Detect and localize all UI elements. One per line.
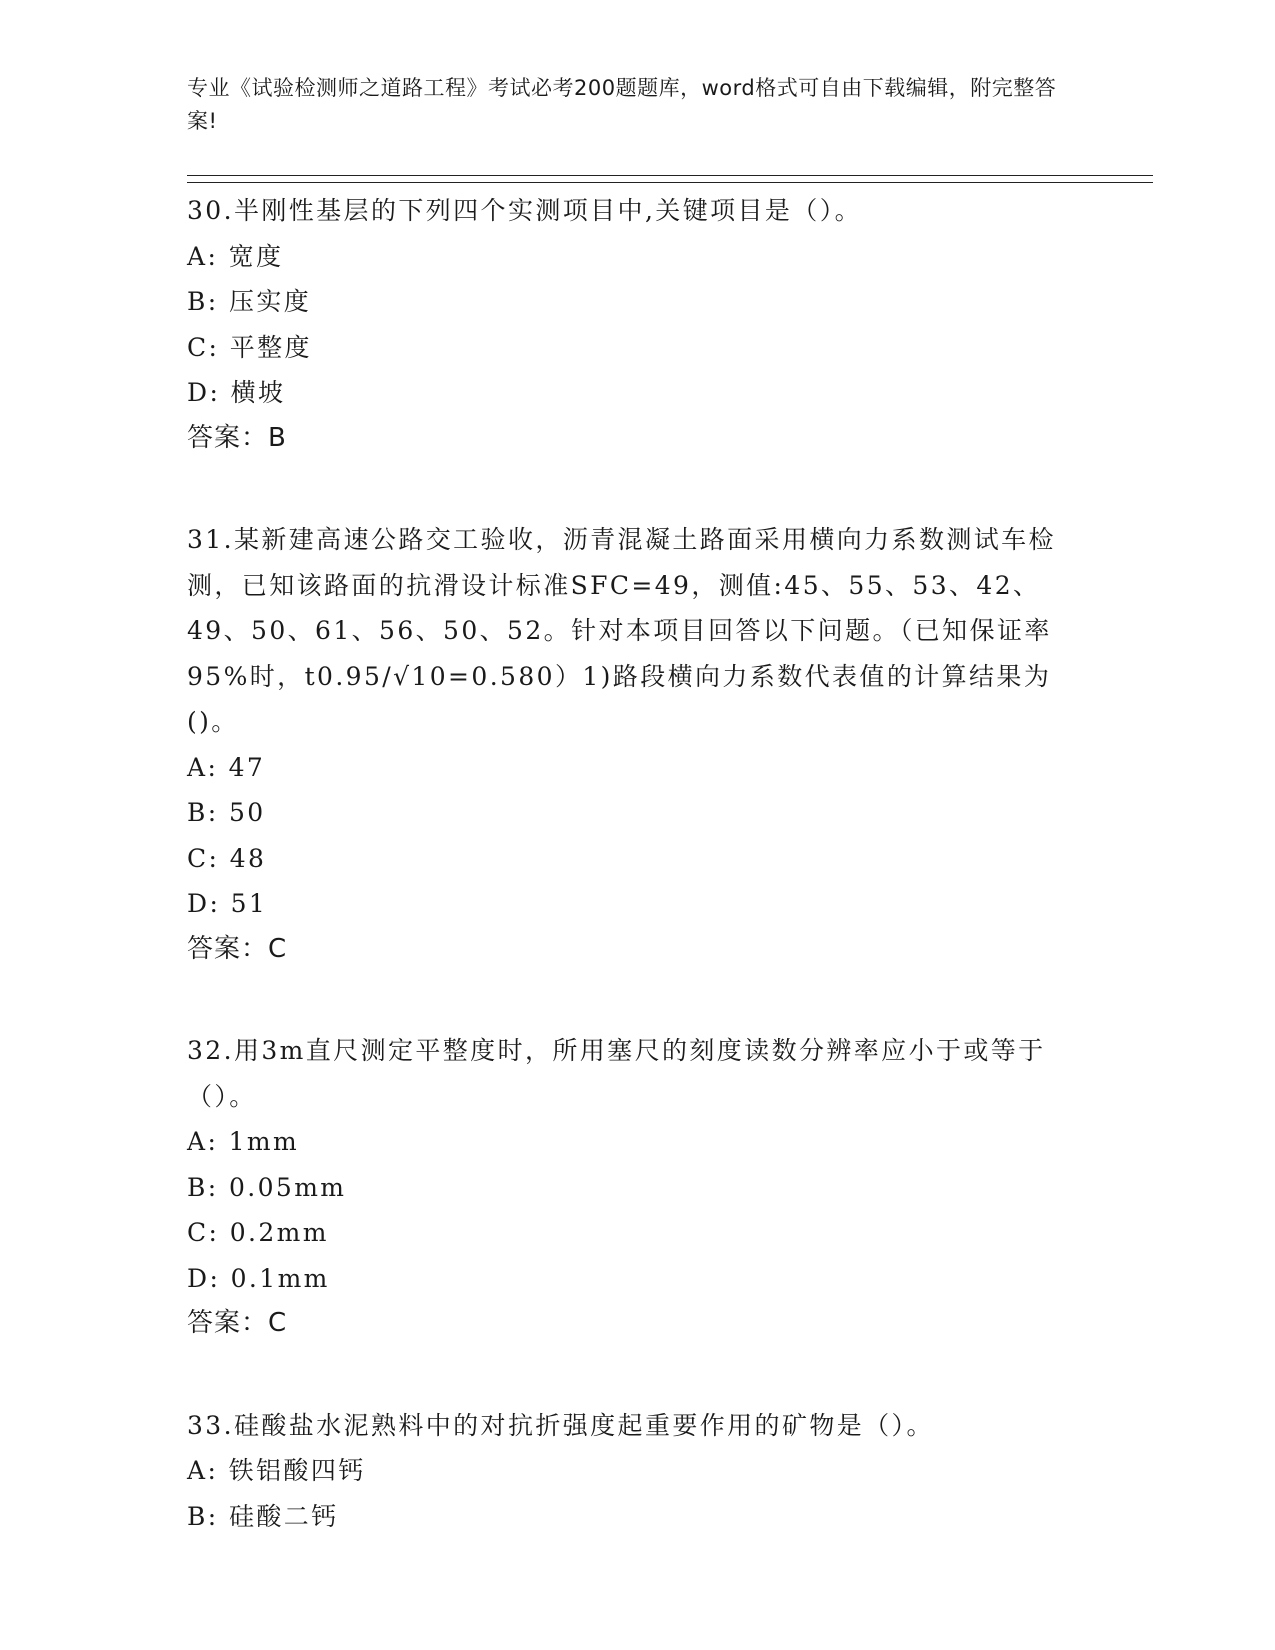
question-33 [187,1403,1087,1540]
option-b: B: 硅酸二钙 [187,1501,339,1531]
question-32 [187,1028,1087,1347]
option-b: B: 0.05mm [187,1172,347,1202]
option-a: A: 1mm [187,1127,300,1156]
question-stem: 32.用3m直尺测定平整度时，所用塞尺的刻度读数分辨率应小于或等于（）。 [187,1036,1046,1111]
answer-line: 答案：C [187,1308,288,1338]
answer-line: 答案：B [187,422,287,453]
question-stem: 31.某新建高速公路交工验收，沥青混凝土路面采用横向力系数测试车检测，已知该路面的抗滑设计标准SFC=49，测值:45、55、53、42、49、50、61、56、50、52。针对本项目回答以下问题。（已知保证率95%时，t0.95/√10=0.580）1)路段横向力系数代表值的计算结果为()。 [187,525,1056,736]
option-d: D: 51 [187,889,268,918]
question-stem: 33.硅酸盐水泥熟料中的对抗折强度起重要作用的矿物是（）。 [187,1410,934,1440]
option-d: D: 横坡 [187,378,286,407]
header-divider-bottom [187,182,1153,183]
option-a: A: 宽度 [187,241,284,271]
header-divider-top [187,175,1153,176]
question-stem: 30.半刚性基层的下列四个实测项目中,关键项目是（）。 [187,196,863,225]
answer-line: 答案：C [187,933,288,964]
option-a: A: 铁铝酸四钙 [187,1456,366,1485]
document-header-title: 专业《试验检测师之道路工程》考试必考200题题库，word格式可自由下载编辑，附完整答案! [187,76,1057,133]
question-30 [187,188,1087,461]
option-a: A: 47 [187,752,266,782]
option-c: C: 0.2mm [187,1218,329,1247]
option-c: C: 48 [187,843,267,873]
option-c: C: 平整度 [187,332,312,362]
question-31 [187,517,1087,972]
question-list [187,188,1087,1595]
option-d: D: 0.1mm [187,1263,330,1293]
option-b: B: 50 [187,798,266,827]
option-b: B: 压实度 [187,287,312,316]
